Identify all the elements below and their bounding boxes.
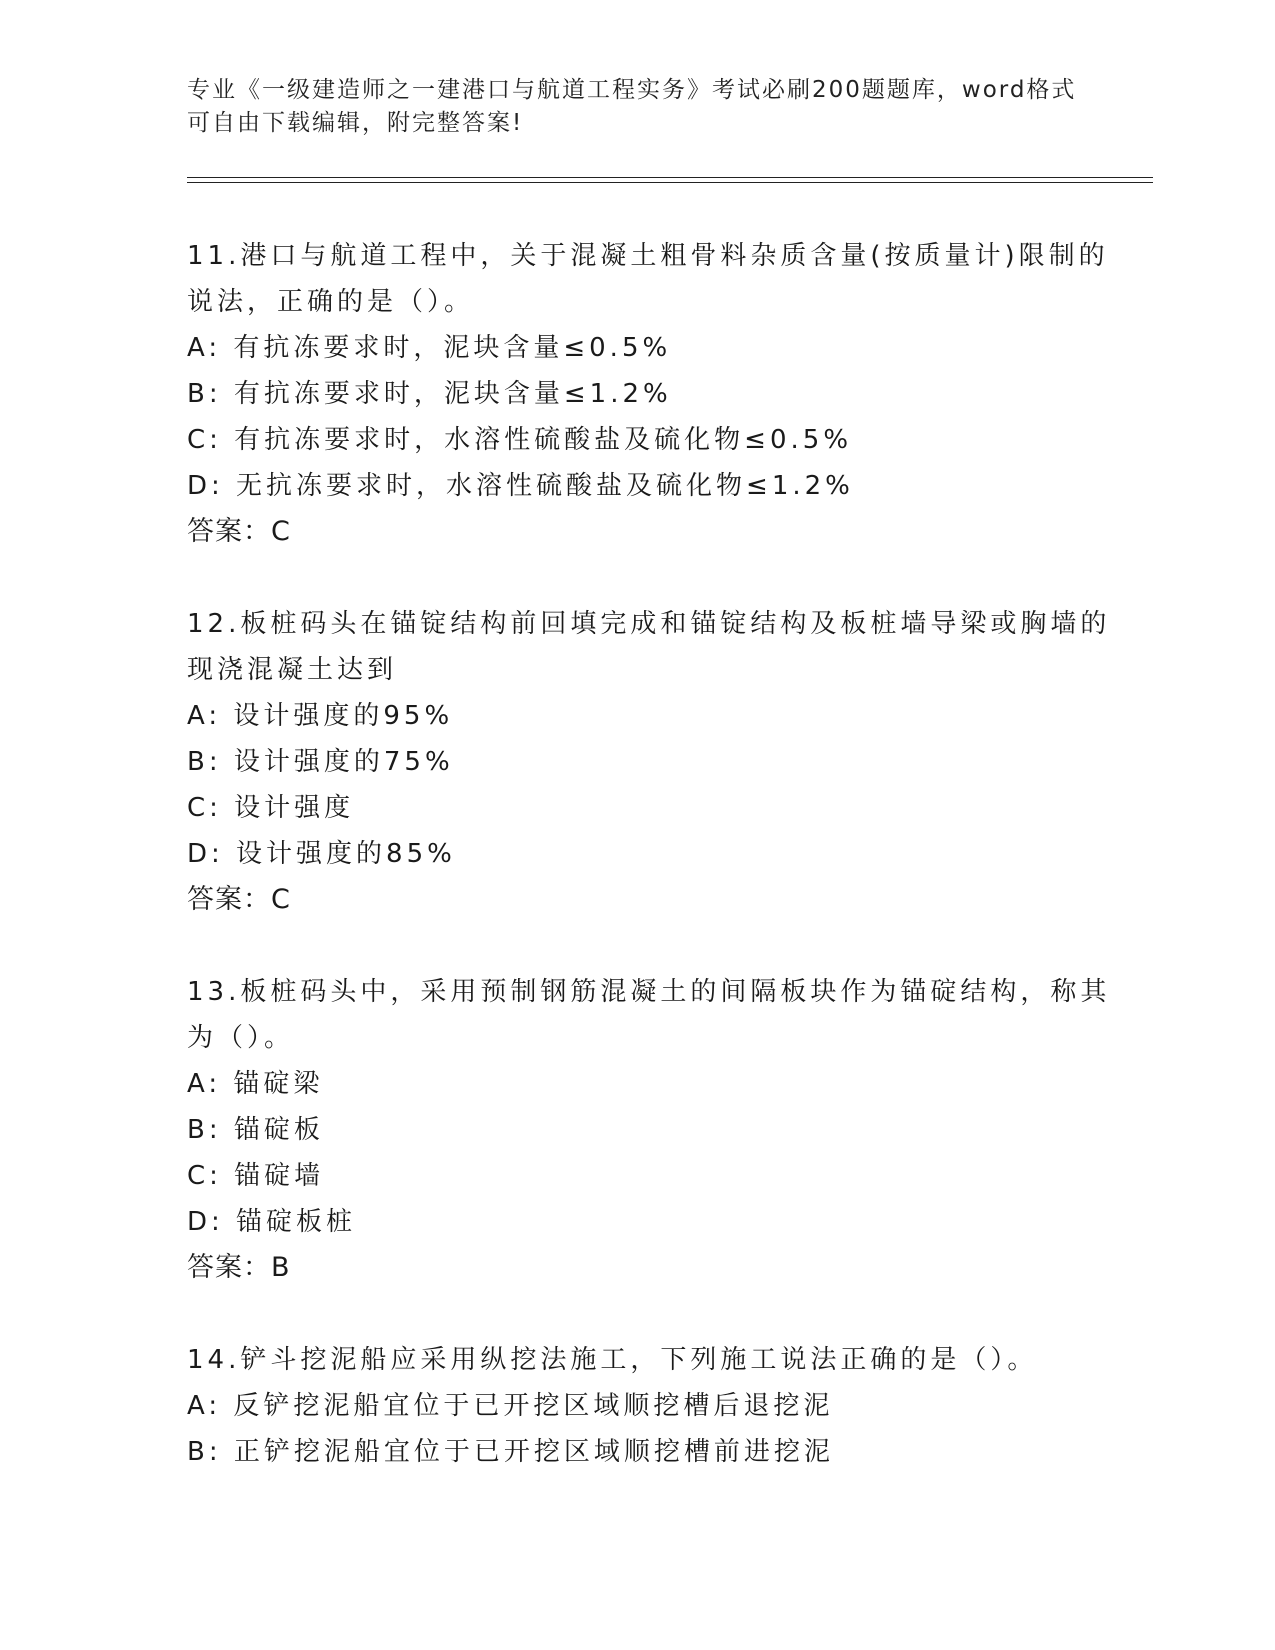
question-12 [187,601,1111,923]
option-c: C: 锚碇墙 [187,1161,325,1191]
option-d: D: 无抗冻要求时，水溶性硫酸盐及硫化物≤1.2% [187,471,854,501]
question-stem: 为（）。 [187,1023,295,1053]
question-stem: 现浇混凝土达到 [187,655,398,685]
option-a: A: 锚碇梁 [187,1069,324,1099]
option-c: C: 设计强度 [187,793,355,823]
option-b: B: 锚碇板 [187,1115,324,1145]
header-divider-bottom [187,182,1153,183]
question-13 [187,969,1111,1291]
answer: 答案：C [187,516,291,547]
option-b: B: 有抗冻要求时，泥块含量≤1.2% [187,379,672,409]
question-14 [187,1337,1087,1475]
option-a: A: 设计强度的95% [187,701,454,731]
header-line-1: 专业《一级建造师之一建港口与航道工程实务》考试必刷200题题库，word格式 [187,77,1077,103]
question-list [187,233,1111,1475]
question-stem: 说法，正确的是（）。 [187,287,475,317]
question-stem: 12.板桩码头在锚锭结构前回填完成和锚锭结构及板桩墙导梁或胸墙的 [187,609,1111,639]
option-a: A: 反铲挖泥船宜位于已开挖区域顺挖槽后退挖泥 [187,1391,834,1421]
option-d: D: 锚碇板桩 [187,1207,357,1237]
option-a: A: 有抗冻要求时，泥块含量≤0.5% [187,333,672,363]
question-spacer [187,923,1087,969]
question-stem: 14.铲斗挖泥船应采用纵挖法施工，下列施工说法正确的是（）。 [187,1345,1038,1375]
question-11 [187,233,1109,555]
header-divider-top [187,177,1153,178]
question-spacer [187,555,1087,601]
option-d: D: 设计强度的85% [187,839,456,869]
answer: 答案：C [187,884,291,915]
option-c: C: 有抗冻要求时，水溶性硫酸盐及硫化物≤0.5% [187,425,853,455]
answer: 答案：B [187,1252,291,1283]
option-b: B: 正铲挖泥船宜位于已开挖区域顺挖槽前进挖泥 [187,1437,834,1467]
document-header [187,74,1077,140]
option-b: B: 设计强度的75% [187,747,454,777]
question-stem: 13.板桩码头中，采用预制钢筋混凝土的间隔板块作为锚碇结构，称其 [187,977,1111,1007]
header-line-2: 可自由下载编辑，附完整答案! [187,110,524,136]
question-spacer [187,1291,1087,1337]
question-stem: 11.港口与航道工程中，关于混凝土粗骨料杂质含量(按质量计)限制的 [187,241,1109,271]
